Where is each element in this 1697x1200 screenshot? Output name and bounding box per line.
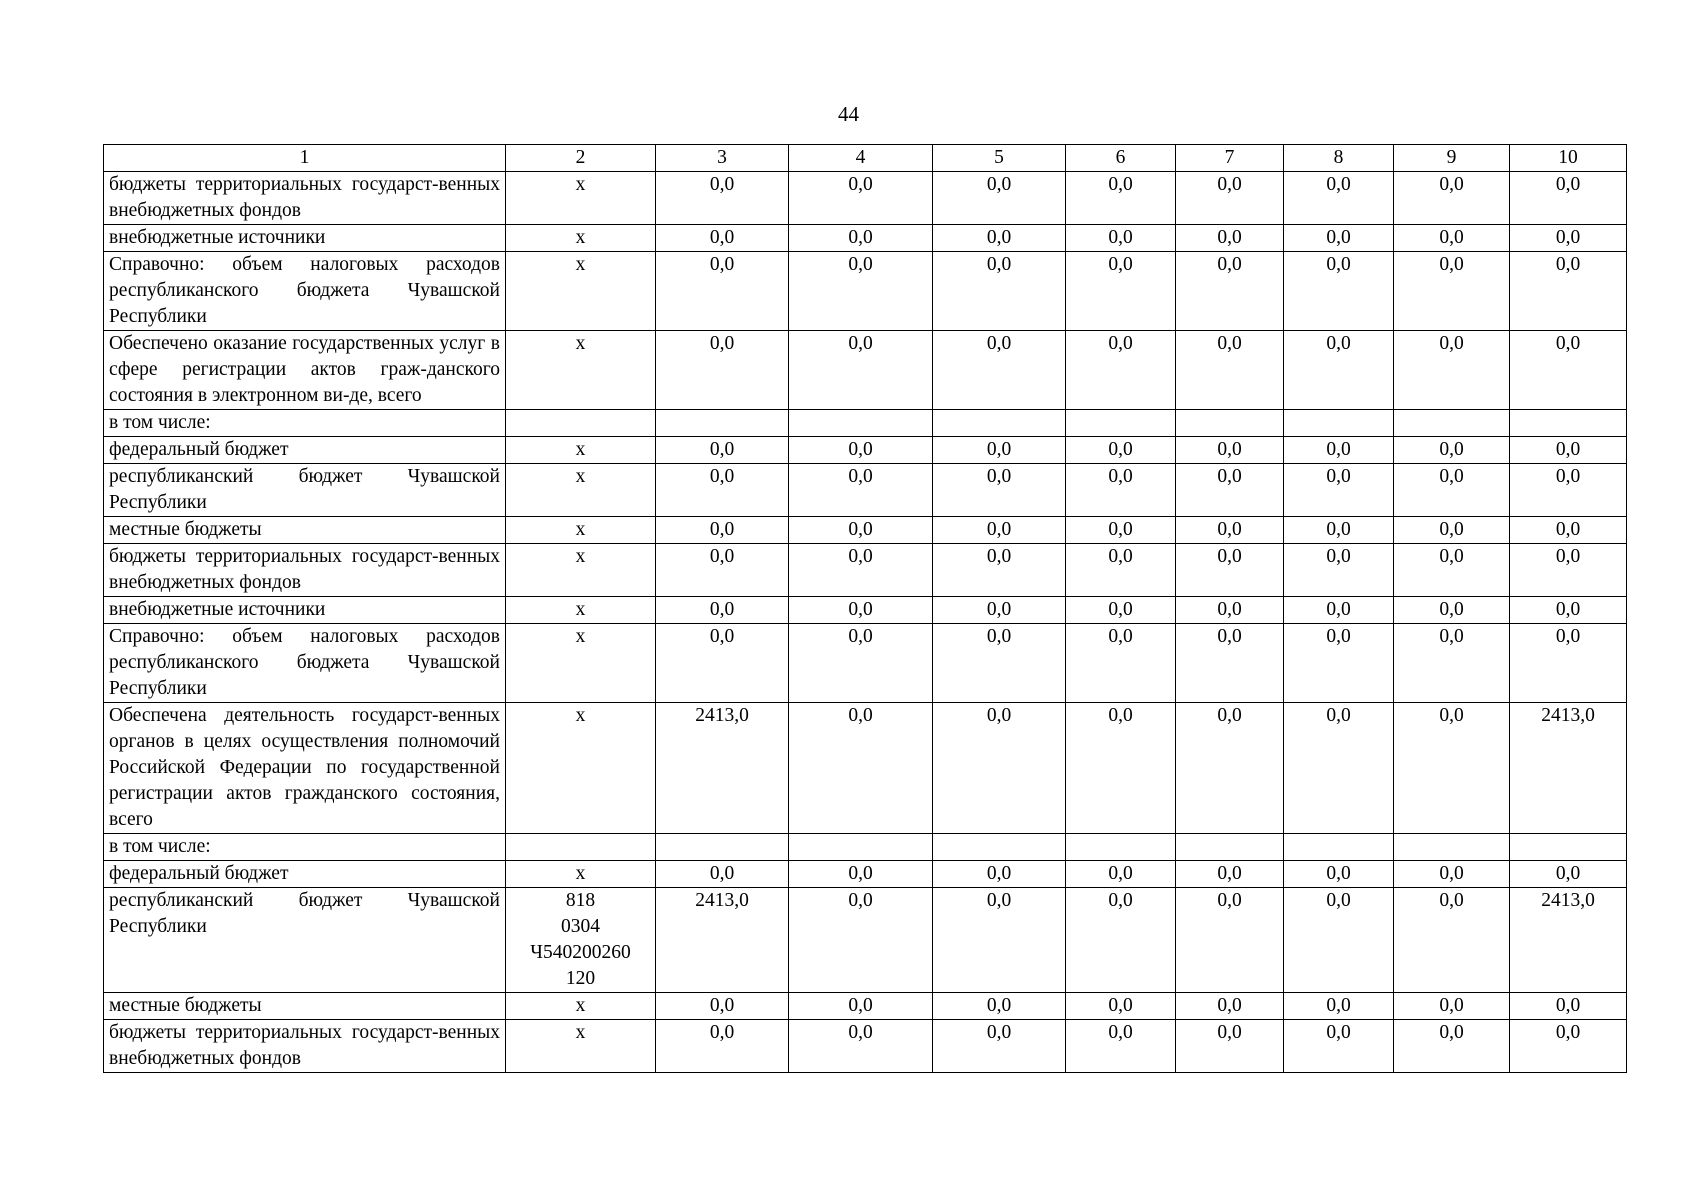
budget-code-cell — [506, 225, 656, 252]
row-label: бюджеты территориальных государст-венных внебюджетных фондов — [104, 544, 506, 597]
value-cell: 0,0 — [789, 517, 933, 544]
value-cell: 0,0 — [656, 624, 789, 703]
value-cell: 0,0 — [656, 861, 789, 888]
table-row — [104, 331, 1627, 410]
value-cell: 0,0 — [1066, 1020, 1176, 1073]
value-cell: 0,0 — [1284, 331, 1394, 410]
value-cell: 0,0 — [1284, 517, 1394, 544]
value-cell: 0,0 — [1284, 225, 1394, 252]
value-cell: 0,0 — [1066, 544, 1176, 597]
column-header: 1 — [104, 145, 506, 172]
value-cell: 0,0 — [1066, 437, 1176, 464]
value-cell: 0,0 — [656, 544, 789, 597]
value-cell: 0,0 — [933, 464, 1066, 517]
table-row — [104, 437, 1627, 464]
value-cell: 0,0 — [1284, 252, 1394, 331]
budget-code-line: х — [575, 227, 586, 248]
value-cell: 0,0 — [656, 225, 789, 252]
value-cell: 0,0 — [656, 172, 789, 225]
column-header: 2 — [506, 145, 656, 172]
budget-code-cell — [506, 544, 656, 597]
value-cell: 0,0 — [933, 172, 1066, 225]
value-cell: 0,0 — [933, 993, 1066, 1020]
budget-code-cell — [506, 437, 656, 464]
budget-code-line: х — [575, 519, 586, 540]
table-row — [104, 464, 1627, 517]
value-cell: 0,0 — [933, 1020, 1066, 1073]
value-cell: 0,0 — [1394, 1020, 1510, 1073]
budget-code-line: 818 — [565, 890, 596, 911]
value-cell: 0,0 — [1176, 1020, 1284, 1073]
value-cell: 0,0 — [789, 993, 933, 1020]
value-cell — [1284, 834, 1394, 861]
budget-code-line: х — [575, 439, 586, 460]
value-cell: 0,0 — [1510, 331, 1627, 410]
value-cell: 0,0 — [1176, 624, 1284, 703]
value-cell: 0,0 — [1066, 225, 1176, 252]
value-cell — [1284, 410, 1394, 437]
value-cell — [933, 834, 1066, 861]
value-cell: 0,0 — [1510, 544, 1627, 597]
value-cell — [1510, 834, 1627, 861]
value-cell: 0,0 — [1394, 861, 1510, 888]
budget-code-cell — [506, 888, 656, 993]
value-cell: 0,0 — [1066, 993, 1176, 1020]
budget-code-cell — [506, 410, 656, 437]
value-cell: 0,0 — [933, 624, 1066, 703]
value-cell — [1066, 410, 1176, 437]
value-cell — [933, 410, 1066, 437]
budget-code-cell — [506, 703, 656, 834]
value-cell: 0,0 — [933, 597, 1066, 624]
budget-code-line: х — [575, 863, 586, 884]
table-row — [104, 624, 1627, 703]
row-label: в том числе: — [104, 410, 506, 437]
value-cell: 0,0 — [933, 252, 1066, 331]
value-cell: 0,0 — [1510, 597, 1627, 624]
value-cell: 0,0 — [933, 861, 1066, 888]
value-cell: 0,0 — [1284, 437, 1394, 464]
value-cell: 0,0 — [789, 703, 933, 834]
value-cell: 0,0 — [1510, 517, 1627, 544]
row-label: внебюджетные источники — [104, 225, 506, 252]
budget-code-line: Ч540200260 — [530, 942, 631, 963]
table-row — [104, 993, 1627, 1020]
row-label: бюджеты территориальных государст-венных внебюджетных фондов — [104, 1020, 506, 1073]
value-cell: 0,0 — [1394, 464, 1510, 517]
value-cell: 0,0 — [1176, 252, 1284, 331]
budget-code-cell — [506, 834, 656, 861]
value-cell: 0,0 — [1176, 172, 1284, 225]
budget-code-line: х — [575, 1022, 586, 1043]
table-row — [104, 410, 1627, 437]
row-label: бюджеты территориальных государст-венных внебюджетных фондов — [104, 172, 506, 225]
value-cell: 0,0 — [789, 172, 933, 225]
table-row — [104, 888, 1627, 993]
value-cell: 0,0 — [656, 437, 789, 464]
table-body — [104, 172, 1627, 1073]
row-label: республиканский бюджет Чувашской Республики — [104, 888, 506, 993]
budget-code-cell — [506, 331, 656, 410]
value-cell: 0,0 — [1176, 703, 1284, 834]
row-label: Обеспечено оказание государственных услуг в сфере регистрации актов граж-данского состояния в электронном ви-де, всего — [104, 331, 506, 410]
value-cell: 0,0 — [789, 861, 933, 888]
value-cell: 0,0 — [656, 517, 789, 544]
value-cell: 0,0 — [656, 993, 789, 1020]
budget-code-line: х — [575, 599, 586, 620]
value-cell: 0,0 — [1394, 703, 1510, 834]
budget-code-cell — [506, 597, 656, 624]
value-cell: 0,0 — [1284, 172, 1394, 225]
value-cell: 0,0 — [1176, 517, 1284, 544]
value-cell: 0,0 — [789, 464, 933, 517]
value-cell: 0,0 — [1176, 597, 1284, 624]
budget-code-line: х — [575, 546, 586, 567]
value-cell: 0,0 — [789, 437, 933, 464]
value-cell: 0,0 — [1066, 464, 1176, 517]
value-cell: 0,0 — [1394, 888, 1510, 993]
column-header: 7 — [1176, 145, 1284, 172]
value-cell: 0,0 — [1510, 172, 1627, 225]
value-cell: 0,0 — [789, 225, 933, 252]
value-cell: 0,0 — [1176, 861, 1284, 888]
value-cell: 0,0 — [789, 1020, 933, 1073]
table-row — [104, 861, 1627, 888]
budget-code-line: х — [575, 705, 586, 726]
value-cell: 0,0 — [1066, 624, 1176, 703]
value-cell: 0,0 — [1176, 993, 1284, 1020]
value-cell: 0,0 — [1176, 464, 1284, 517]
value-cell: 0,0 — [1284, 888, 1394, 993]
value-cell: 0,0 — [1394, 517, 1510, 544]
value-cell: 0,0 — [656, 331, 789, 410]
budget-code-line: х — [575, 466, 586, 487]
value-cell: 0,0 — [933, 544, 1066, 597]
value-cell: 0,0 — [1284, 597, 1394, 624]
value-cell: 0,0 — [1284, 624, 1394, 703]
value-cell: 0,0 — [933, 517, 1066, 544]
row-label: республиканский бюджет Чувашской Республики — [104, 464, 506, 517]
value-cell: 2413,0 — [656, 888, 789, 993]
value-cell: 0,0 — [1394, 993, 1510, 1020]
value-cell: 0,0 — [1284, 1020, 1394, 1073]
value-cell: 0,0 — [1394, 252, 1510, 331]
row-label: местные бюджеты — [104, 993, 506, 1020]
value-cell — [1176, 834, 1284, 861]
value-cell — [789, 834, 933, 861]
value-cell: 0,0 — [789, 252, 933, 331]
table-row — [104, 597, 1627, 624]
budget-code-line: х — [575, 174, 586, 195]
value-cell: 0,0 — [933, 888, 1066, 993]
value-cell: 0,0 — [1510, 225, 1627, 252]
value-cell: 0,0 — [1510, 252, 1627, 331]
budget-code-line: х — [575, 254, 586, 275]
value-cell: 0,0 — [1066, 517, 1176, 544]
value-cell — [1394, 410, 1510, 437]
value-cell: 0,0 — [1510, 993, 1627, 1020]
value-cell: 0,0 — [1284, 993, 1394, 1020]
table-row — [104, 1020, 1627, 1073]
budget-code-line: х — [575, 626, 586, 647]
value-cell: 0,0 — [1394, 225, 1510, 252]
value-cell: 0,0 — [1510, 464, 1627, 517]
value-cell — [656, 410, 789, 437]
value-cell: 0,0 — [1394, 172, 1510, 225]
value-cell: 0,0 — [933, 437, 1066, 464]
value-cell: 0,0 — [1176, 437, 1284, 464]
value-cell: 0,0 — [1510, 624, 1627, 703]
value-cell: 0,0 — [656, 1020, 789, 1073]
value-cell — [1176, 410, 1284, 437]
value-cell: 0,0 — [1066, 252, 1176, 331]
table-row — [104, 252, 1627, 331]
value-cell: 0,0 — [656, 464, 789, 517]
value-cell: 0,0 — [1284, 464, 1394, 517]
value-cell: 0,0 — [1066, 861, 1176, 888]
value-cell — [1510, 410, 1627, 437]
row-label: федеральный бюджет — [104, 861, 506, 888]
value-cell: 0,0 — [1394, 597, 1510, 624]
column-header: 10 — [1510, 145, 1627, 172]
table-row — [104, 172, 1627, 225]
value-cell: 0,0 — [1394, 544, 1510, 597]
budget-code-cell — [506, 1020, 656, 1073]
value-cell — [656, 834, 789, 861]
row-label: федеральный бюджет — [104, 437, 506, 464]
value-cell: 0,0 — [1176, 331, 1284, 410]
budget-code-line: х — [575, 333, 586, 354]
value-cell: 0,0 — [789, 597, 933, 624]
budget-code-cell — [506, 517, 656, 544]
budget-code-cell — [506, 861, 656, 888]
value-cell: 0,0 — [1394, 331, 1510, 410]
value-cell: 0,0 — [1284, 703, 1394, 834]
row-label: внебюджетные источники — [104, 597, 506, 624]
value-cell: 0,0 — [1510, 437, 1627, 464]
row-label: Обеспечена деятельность государст-венных органов в целях осуществления полномочий Российской Федерации по государственной регистрации актов гражданского состояния, всего — [104, 703, 506, 834]
value-cell: 2413,0 — [656, 703, 789, 834]
budget-code-line: х — [575, 995, 586, 1016]
row-label: Справочно: объем налоговых расходов республиканского бюджета Чувашской Республики — [104, 624, 506, 703]
value-cell: 2413,0 — [1510, 703, 1627, 834]
table-row — [104, 544, 1627, 597]
value-cell: 0,0 — [933, 225, 1066, 252]
value-cell: 0,0 — [1176, 544, 1284, 597]
budget-code-cell — [506, 464, 656, 517]
budget-code-line: 0304 — [561, 916, 600, 937]
row-label: Справочно: объем налоговых расходов республиканского бюджета Чувашской Республики — [104, 252, 506, 331]
column-number-row — [104, 145, 1627, 172]
value-cell: 0,0 — [1066, 703, 1176, 834]
column-header: 4 — [789, 145, 933, 172]
value-cell: 0,0 — [789, 544, 933, 597]
value-cell: 0,0 — [933, 331, 1066, 410]
budget-code-cell — [506, 624, 656, 703]
column-header: 3 — [656, 145, 789, 172]
value-cell — [789, 410, 933, 437]
value-cell: 0,0 — [1066, 172, 1176, 225]
table-row — [104, 225, 1627, 252]
value-cell: 0,0 — [1176, 225, 1284, 252]
value-cell: 0,0 — [1510, 861, 1627, 888]
value-cell: 2413,0 — [1510, 888, 1627, 993]
page-number: 44 — [838, 102, 859, 126]
budget-code-cell — [506, 993, 656, 1020]
value-cell: 0,0 — [789, 624, 933, 703]
value-cell: 0,0 — [1284, 861, 1394, 888]
table-row — [104, 517, 1627, 544]
table-row — [104, 834, 1627, 861]
value-cell: 0,0 — [789, 331, 933, 410]
value-cell — [1066, 834, 1176, 861]
budget-code-cell — [506, 252, 656, 331]
row-label: местные бюджеты — [104, 517, 506, 544]
column-header: 6 — [1066, 145, 1176, 172]
value-cell: 0,0 — [1394, 437, 1510, 464]
budget-table — [103, 144, 1627, 1073]
value-cell: 0,0 — [1066, 331, 1176, 410]
value-cell: 0,0 — [1284, 544, 1394, 597]
column-header: 5 — [933, 145, 1066, 172]
table-row — [104, 703, 1627, 834]
value-cell: 0,0 — [1510, 1020, 1627, 1073]
budget-code-line: 120 — [565, 968, 596, 989]
value-cell: 0,0 — [789, 888, 933, 993]
column-header: 9 — [1394, 145, 1510, 172]
value-cell: 0,0 — [656, 597, 789, 624]
value-cell — [1394, 834, 1510, 861]
value-cell: 0,0 — [1066, 888, 1176, 993]
row-label: в том числе: — [104, 834, 506, 861]
value-cell: 0,0 — [1066, 597, 1176, 624]
value-cell: 0,0 — [1176, 888, 1284, 993]
value-cell: 0,0 — [656, 252, 789, 331]
value-cell: 0,0 — [1394, 624, 1510, 703]
budget-code-cell — [506, 172, 656, 225]
column-header: 8 — [1284, 145, 1394, 172]
value-cell: 0,0 — [933, 703, 1066, 834]
